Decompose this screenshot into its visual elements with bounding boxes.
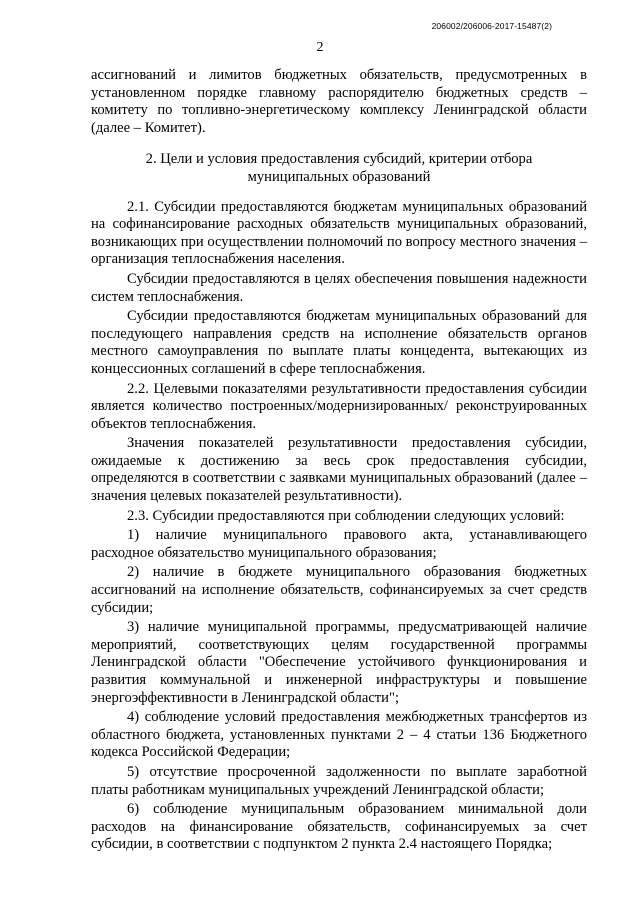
- condition-item-1: 1) наличие муниципального правового акта, устанавливающего расходное обязательство муниципального образования;: [91, 527, 587, 561]
- condition-item-3: 3) наличие муниципальной программы, предусматривающей наличие мероприятий, соответствующих целям государственной программы Ленинградской области "Обеспечение устойчивого функционирования и развития коммунальной и инженерной инфраструктуры и повышение энергоэффективности в Ленинградской области";: [91, 619, 587, 706]
- paragraph-concession: Субсидии предоставляются бюджетам муниципальных образований для последующего направления средств на исполнение обязательств органов местного самоуправления по выплате платы концедента, вытекающих из концессионных соглашений в сфере теплоснабжения.: [91, 308, 587, 377]
- page-number: 2: [316, 40, 324, 55]
- document-body: [91, 67, 587, 856]
- paragraph-2-1: 2.1. Субсидии предоставляются бюджетам муниципальных образований на софинансирование расходных обязательств муниципальных образований, возникающих при осуществлении полномочий по вопросу местного значения – организация теплоснабжения населения.: [91, 198, 587, 268]
- condition-item-4: 4) соблюдение условий предоставления межбюджетных трансфертов из областного бюджета, установленных пунктами 2 – 4 статьи 136 Бюджетного кодекса Российской Федерации;: [91, 709, 587, 761]
- section-heading: 2. Цели и условия предоставления субсидий, критерии отбора муниципальных образований: [145, 151, 533, 185]
- paragraph-2-2: 2.2. Целевыми показателями результативности предоставления субсидии является количество построенных/модернизированных/ реконструированных объектов теплоснабжения.: [91, 380, 587, 432]
- paragraph-indicator-values: Значения показателей результативности предоставления субсидии, ожидаемые к достижению за весь срок предоставления субсидии, определяются в соответствии с заявками муниципальных образований (далее – значения целевых показателей результативности).: [91, 435, 587, 505]
- condition-item-5: 5) отсутствие просроченной задолженности по выплате заработной платы работникам муниципальных учреждений Ленинградской области;: [91, 763, 587, 798]
- paragraph-purpose: Субсидии предоставляются в целях обеспечения повышения надежности систем теплоснабжения.: [91, 270, 587, 305]
- condition-item-6: 6) соблюдение муниципальным образованием минимальной доли расходов на финансирование обязательств, софинансируемых за счет субсидии, в соответствии с подпунктом 2 пункта 2.4 настоящего Порядка;: [91, 801, 587, 853]
- condition-item-2: 2) наличие в бюджете муниципального образования бюджетных ассигнований на исполнение обязательств, софинансируемых за счет средств субсидии;: [91, 564, 587, 616]
- paragraph-intro: ассигнований и лимитов бюджетных обязательств, предусмотренных в установленном порядке главному распорядителю бюджетных средств – комитету по топливно-энергетическому комплексу Ленинградской области (далее – Комитет).: [91, 67, 587, 136]
- document-id: 206002/206006-2017-15487(2): [431, 21, 552, 31]
- paragraph-2-3: 2.3. Субсидии предоставляются при соблюдении следующих условий:: [127, 507, 565, 524]
